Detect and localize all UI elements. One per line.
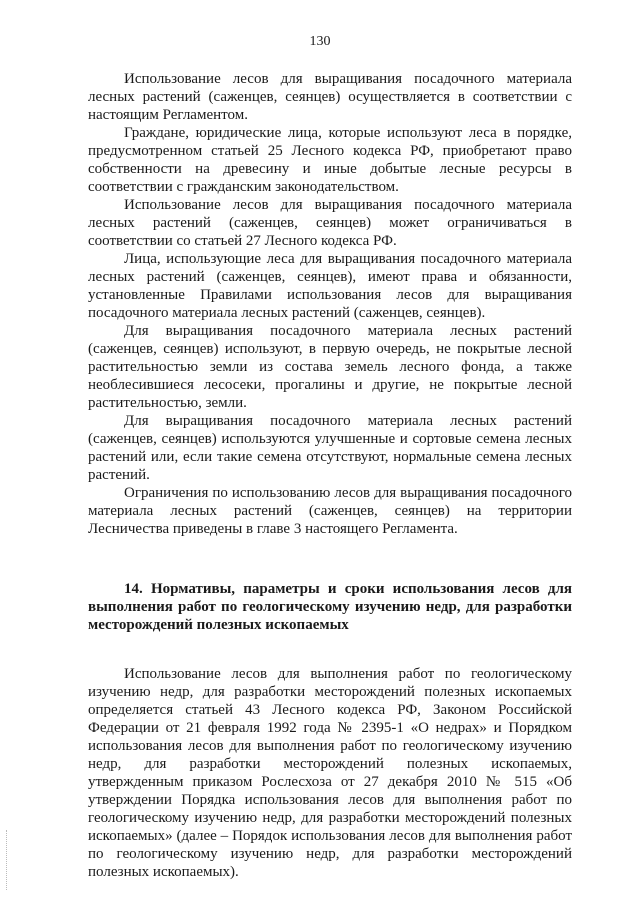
paragraph: Для выращивания посадочного материала лесных растений (саженцев, сеянцев) используют, в первую очередь, не покрытые лесной растительностью земли из состава земель лесного фонда, а также необлесившиеся лесосеки, прогалины и другие, не покрытые лесной растительностью, земли. <box>88 323 572 411</box>
paragraph: Для выращивания посадочного материала лесных растений (саженцев, сеянцев) используются улучшенные и сортовые семена лесных растений или, если такие семена отсутствуют, нормальные семена лесных растений. <box>88 413 572 483</box>
paragraph: Граждане, юридические лица, которые используют леса в порядке, предусмотренном статьей 25 Лесного кодекса РФ, приобретают право собственности на древесину и иные добытые лесные ресурсы в соответствии с гражданским законодательством. <box>88 125 572 195</box>
document-body <box>88 70 572 881</box>
paragraph: Использование лесов для выращивания посадочного материала лесных растений (саженцев, сеянцев) осуществляется в соответствии с настоящим Регламентом. <box>88 71 572 123</box>
page-number: 130 <box>309 34 331 49</box>
paragraph: Лица, использующие леса для выращивания посадочного материала лесных растений (саженцев, сеянцев), имеют права и обязанности, установленные Правилами использования лесов для выращивания посадочного материала лесных растений (саженцев, сеянцев). <box>88 251 572 321</box>
paragraph: Ограничения по использованию лесов для выращивания посадочного материала лесных растений (саженцев, сеянцев) на территории Лесничества приведены в главе 3 настоящего Регламента. <box>88 485 572 537</box>
section-heading: 14. Нормативы, параметры и сроки использования лесов для выполнения работ по геологическому изучению недр, для разработки месторождений полезных ископаемых <box>88 581 572 633</box>
section-spacer <box>88 634 572 665</box>
section-spacer <box>88 538 572 580</box>
scan-edge-mark <box>6 830 8 890</box>
paragraph: Использование лесов для выращивания посадочного материала лесных растений (саженцев, сеянцев) может ограничиваться в соответствии со статьей 27 Лесного кодекса РФ. <box>88 197 572 249</box>
paragraph: Использование лесов для выполнения работ по геологическому изучению недр, для разработки месторождений полезных ископаемых определяется статьей 43 Лесного кодекса РФ, Законом Российской Федерации от 21 февраля 1992 года № 2395-1 «О недрах» и Порядком использования лесов для выполнения работ по геологическому изучению недр, для разработки месторождений полезных ископаемых, утвержденным приказом Рослесхоза от 27 декабря 2010 № 515 «Об утверждении Порядка использования лесов для выполнения работ по геологическому изучению недр, для разработки месторождений полезных ископаемых» (далее – Порядок использования лесов для выполнения работ по геологическому изучению недр, для разработки месторождений полезных ископаемых). <box>88 666 572 880</box>
